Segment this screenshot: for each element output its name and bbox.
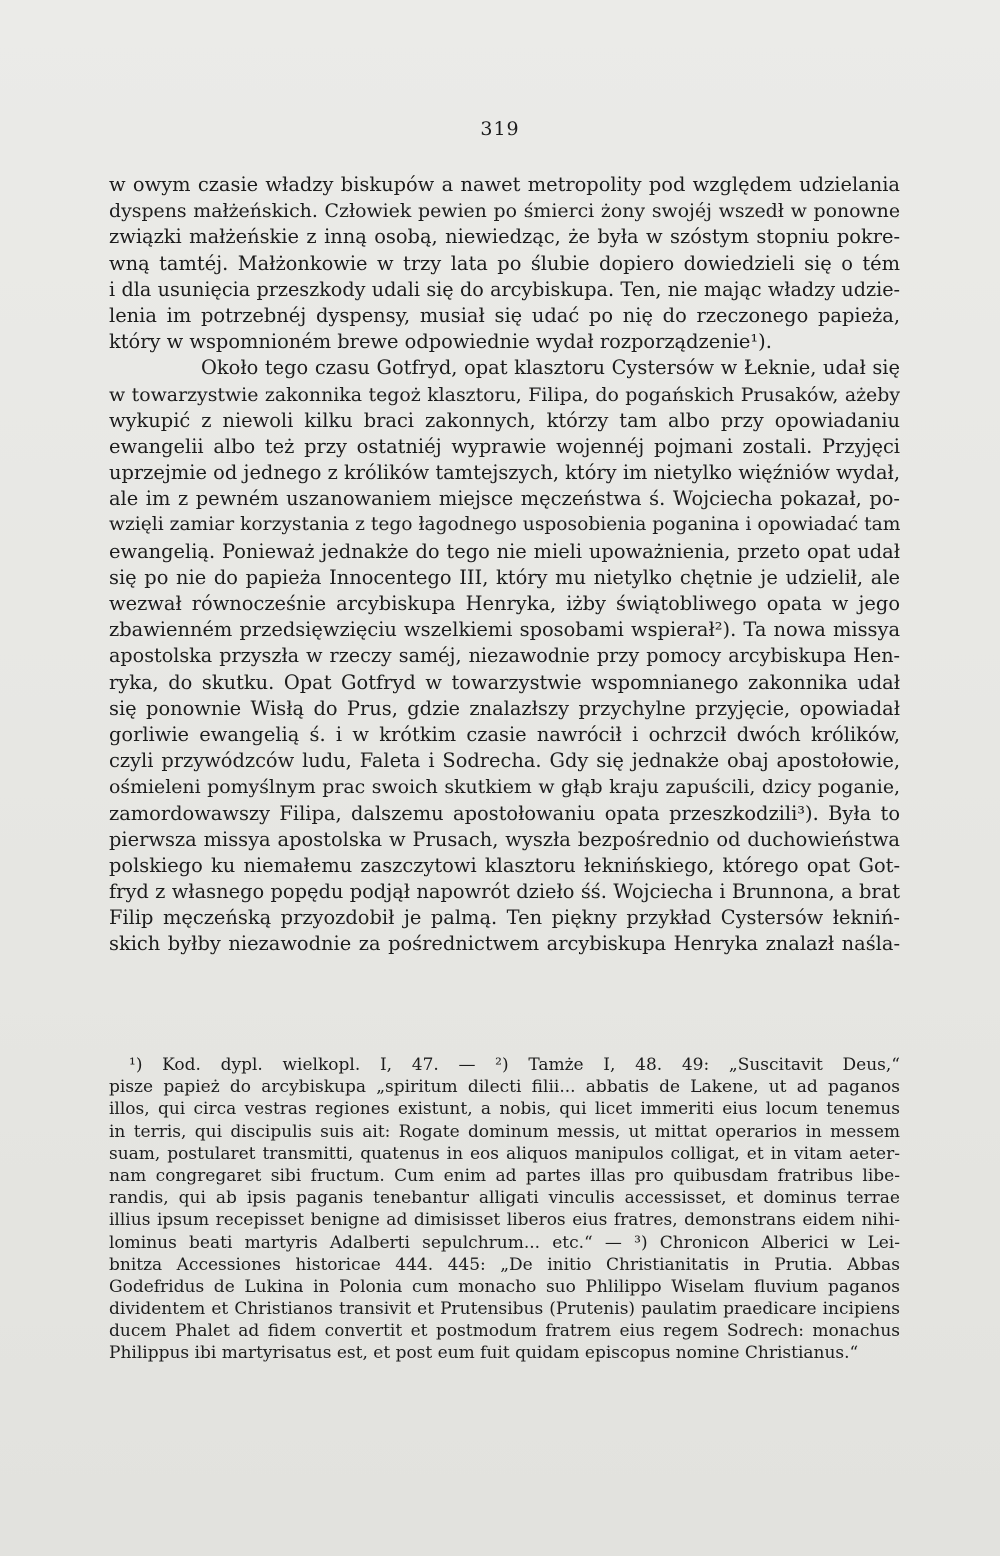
text-line: czyli przywódzców ludu, Faleta i Sodrecha. Gdy się jednakże obaj apostołowie,: [109, 749, 900, 773]
text-line: który w wspomnioném brewe odpowiednie wydał rozporządzenie¹).: [109, 330, 772, 354]
footnote-line: ¹) Kod. dypl. wielkopl. I, 47. — ²) Tamże I, 48. 49: „Suscitavit Deus,“: [129, 1055, 900, 1075]
text-line: ewangelii albo też przy ostatniéj wyprawie wojennéj pojmani zostali. Przyjęci: [109, 434, 900, 458]
footnote-line: Godefridus de Lukina in Polonia cum monacho suo Phlilippo Wiselam fluvium paganos: [109, 1276, 900, 1297]
text-line: skich byłby niezawodnie za pośrednictwem arcybiskupa Henryka znalazł naśla-: [109, 932, 900, 956]
text-line: się ponownie Wisłą do Prus, gdzie znalazłszy przychylne przyjęcie, opowiadał: [109, 696, 900, 720]
footnote-line: illius ipsum recepisset benigne ad dimisisset liberos eius fratres, demonstrans eidem nihi-: [109, 1210, 900, 1231]
text-line: się po nie do papieża Innocentego III, który mu nietylko chętnie je udzielił, ale: [109, 565, 900, 589]
text-line: ośmieleni pomyślnym prac swoich skutkiem w głąb kraju zapuścili, dzicy poganie,: [109, 776, 900, 799]
text-line: wną tamtéj. Małżonkowie w trzy lata po ślubie dopiero dowiedzieli się o tém: [109, 251, 900, 275]
text-line: w towarzystwie zakonnika tegoż klasztoru, Filipa, do pogańskich Prusaków, ażeby: [109, 383, 900, 406]
main-text: [109, 172, 900, 958]
footnote-line: bnitza Accessiones historicae 444. 445: „De initio Christianitatis in Prutia. Abbas: [109, 1254, 900, 1275]
text-line: pierwsza missya apostolska w Prusach, wyszła bezpośrednio od duchowieństwa: [109, 827, 900, 851]
footnote-line: nam congregaret sibi fructum. Cum enim ad partes illas pro quibusdam fratribus libe-: [109, 1165, 900, 1186]
text-line: lenia im potrzebnéj dyspensy, musiał się udać po nię do rzeczonego papieża,: [109, 303, 900, 327]
footnote-line: dividentem et Christianos transivit et Prutensibus (Prutenis) paulatim praedicare incipiens: [109, 1299, 900, 1320]
text-line: apostolska przyszła w rzeczy saméj, niezawodnie przy pomocy arcybiskupa Hen-: [109, 644, 900, 668]
text-line: Filip męczeńską przyozdobił je palmą. Ten piękny przykład Cystersów łekniń-: [109, 906, 900, 930]
text-line: ryka, do skutku. Opat Gotfryd w towarzystwie wspomnianego zakonnika udał: [109, 670, 900, 694]
text-line: ale im z pewném uszanowaniem miejsce męczeństwa ś. Wojciecha pokazał, po-: [109, 487, 900, 511]
text-line: zamordowawszy Filipa, dalszemu apostołowaniu opata przeszkodzili³). Była to: [109, 801, 900, 825]
text-line: i dla usunięcia przeszkody udali się do arcybiskupa. Ten, nie mając władzy udzie-: [109, 277, 900, 301]
footnote-line: ducem Phalet ad fidem convertit et postmodum fratrem eius regem Sodrech: monachus: [109, 1321, 900, 1342]
text-line: fryd z własnego popędu podjął napowrót dzieło śś. Wojciecha i Brunnona, a brat: [109, 880, 900, 904]
text-line: dyspens małżeńskich. Człowiek pewien po śmierci żony swojéj wszedł w ponowne: [109, 200, 900, 223]
text-line: ewangelią. Ponieważ jednakże do tego nie mieli upoważnienia, przeto opat udał: [109, 539, 900, 563]
text-line: wykupić z niewoli kilku braci zakonnych, którzy tam albo przy opowiadaniu: [109, 408, 900, 432]
text-line: polskiego ku niemałemu zaszczytowi klasztoru łeknińskiego, którego opat Got-: [109, 853, 900, 877]
text-line: wezwał równocześnie arcybiskupa Henryka, iżby świątobliwego opata w jego: [109, 592, 900, 615]
text-line: w owym czasie władzy biskupów a nawet metropolity pod względem udzielania: [109, 173, 900, 196]
text-line: związki małżeńskie z inną osobą, niewiedząc, że była w szóstym stopniu pokre-: [109, 225, 900, 249]
footnote-line: in terris, qui discipulis suis ait: Rogate dominum messis, ut mittat operarios in messem: [109, 1121, 900, 1142]
text-line: Około tego czasu Gotfryd, opat klasztoru Cystersów w Łeknie, udał się: [201, 356, 900, 380]
text-line: wzięli zamiar korzystania z tego łagodnego usposobienia poganina i opowiadać tam: [109, 514, 901, 536]
page-number: 319: [480, 118, 520, 140]
footnote-line: lominus beati martyris Adalberti sepulchrum... etc.“ — ³) Chronicon Alberici w Lei-: [109, 1232, 900, 1253]
text-line: uprzejmie od jednego z królików tamtejszych, który im nietylko więźniów wydał,: [109, 461, 900, 485]
footnote-line: Philippus ibi martyrisatus est, et post eum fuit quidam episcopus nomine Christianus.“: [109, 1343, 859, 1364]
footnote-line: illos, qui circa vestras regiones existunt, a nobis, qui licet immeriti eius locum tenemus: [109, 1099, 900, 1120]
footnote-line: suam, postularet transmitti, quatenus in eos aliquos manipulos colligat, et in vitam aeter-: [109, 1143, 900, 1164]
text-line: gorliwie ewangelią ś. i w krótkim czasie nawrócił i ochrzcił dwóch królików,: [109, 722, 900, 746]
footnote-line: randis, qui ab ipsis paganis tenebantur alligati vinculis accessisset, et dominus terrae: [109, 1188, 900, 1209]
footnotes: [109, 1054, 900, 1365]
text-line: zbawienném przedsięwzięciu wszelkiemi sposobami wspierał²). Ta nowa missya: [109, 618, 900, 642]
footnote-line: pisze papież do arcybiskupa „spiritum dilecti filii... abbatis de Lakene, ut ad paganos: [109, 1077, 900, 1098]
